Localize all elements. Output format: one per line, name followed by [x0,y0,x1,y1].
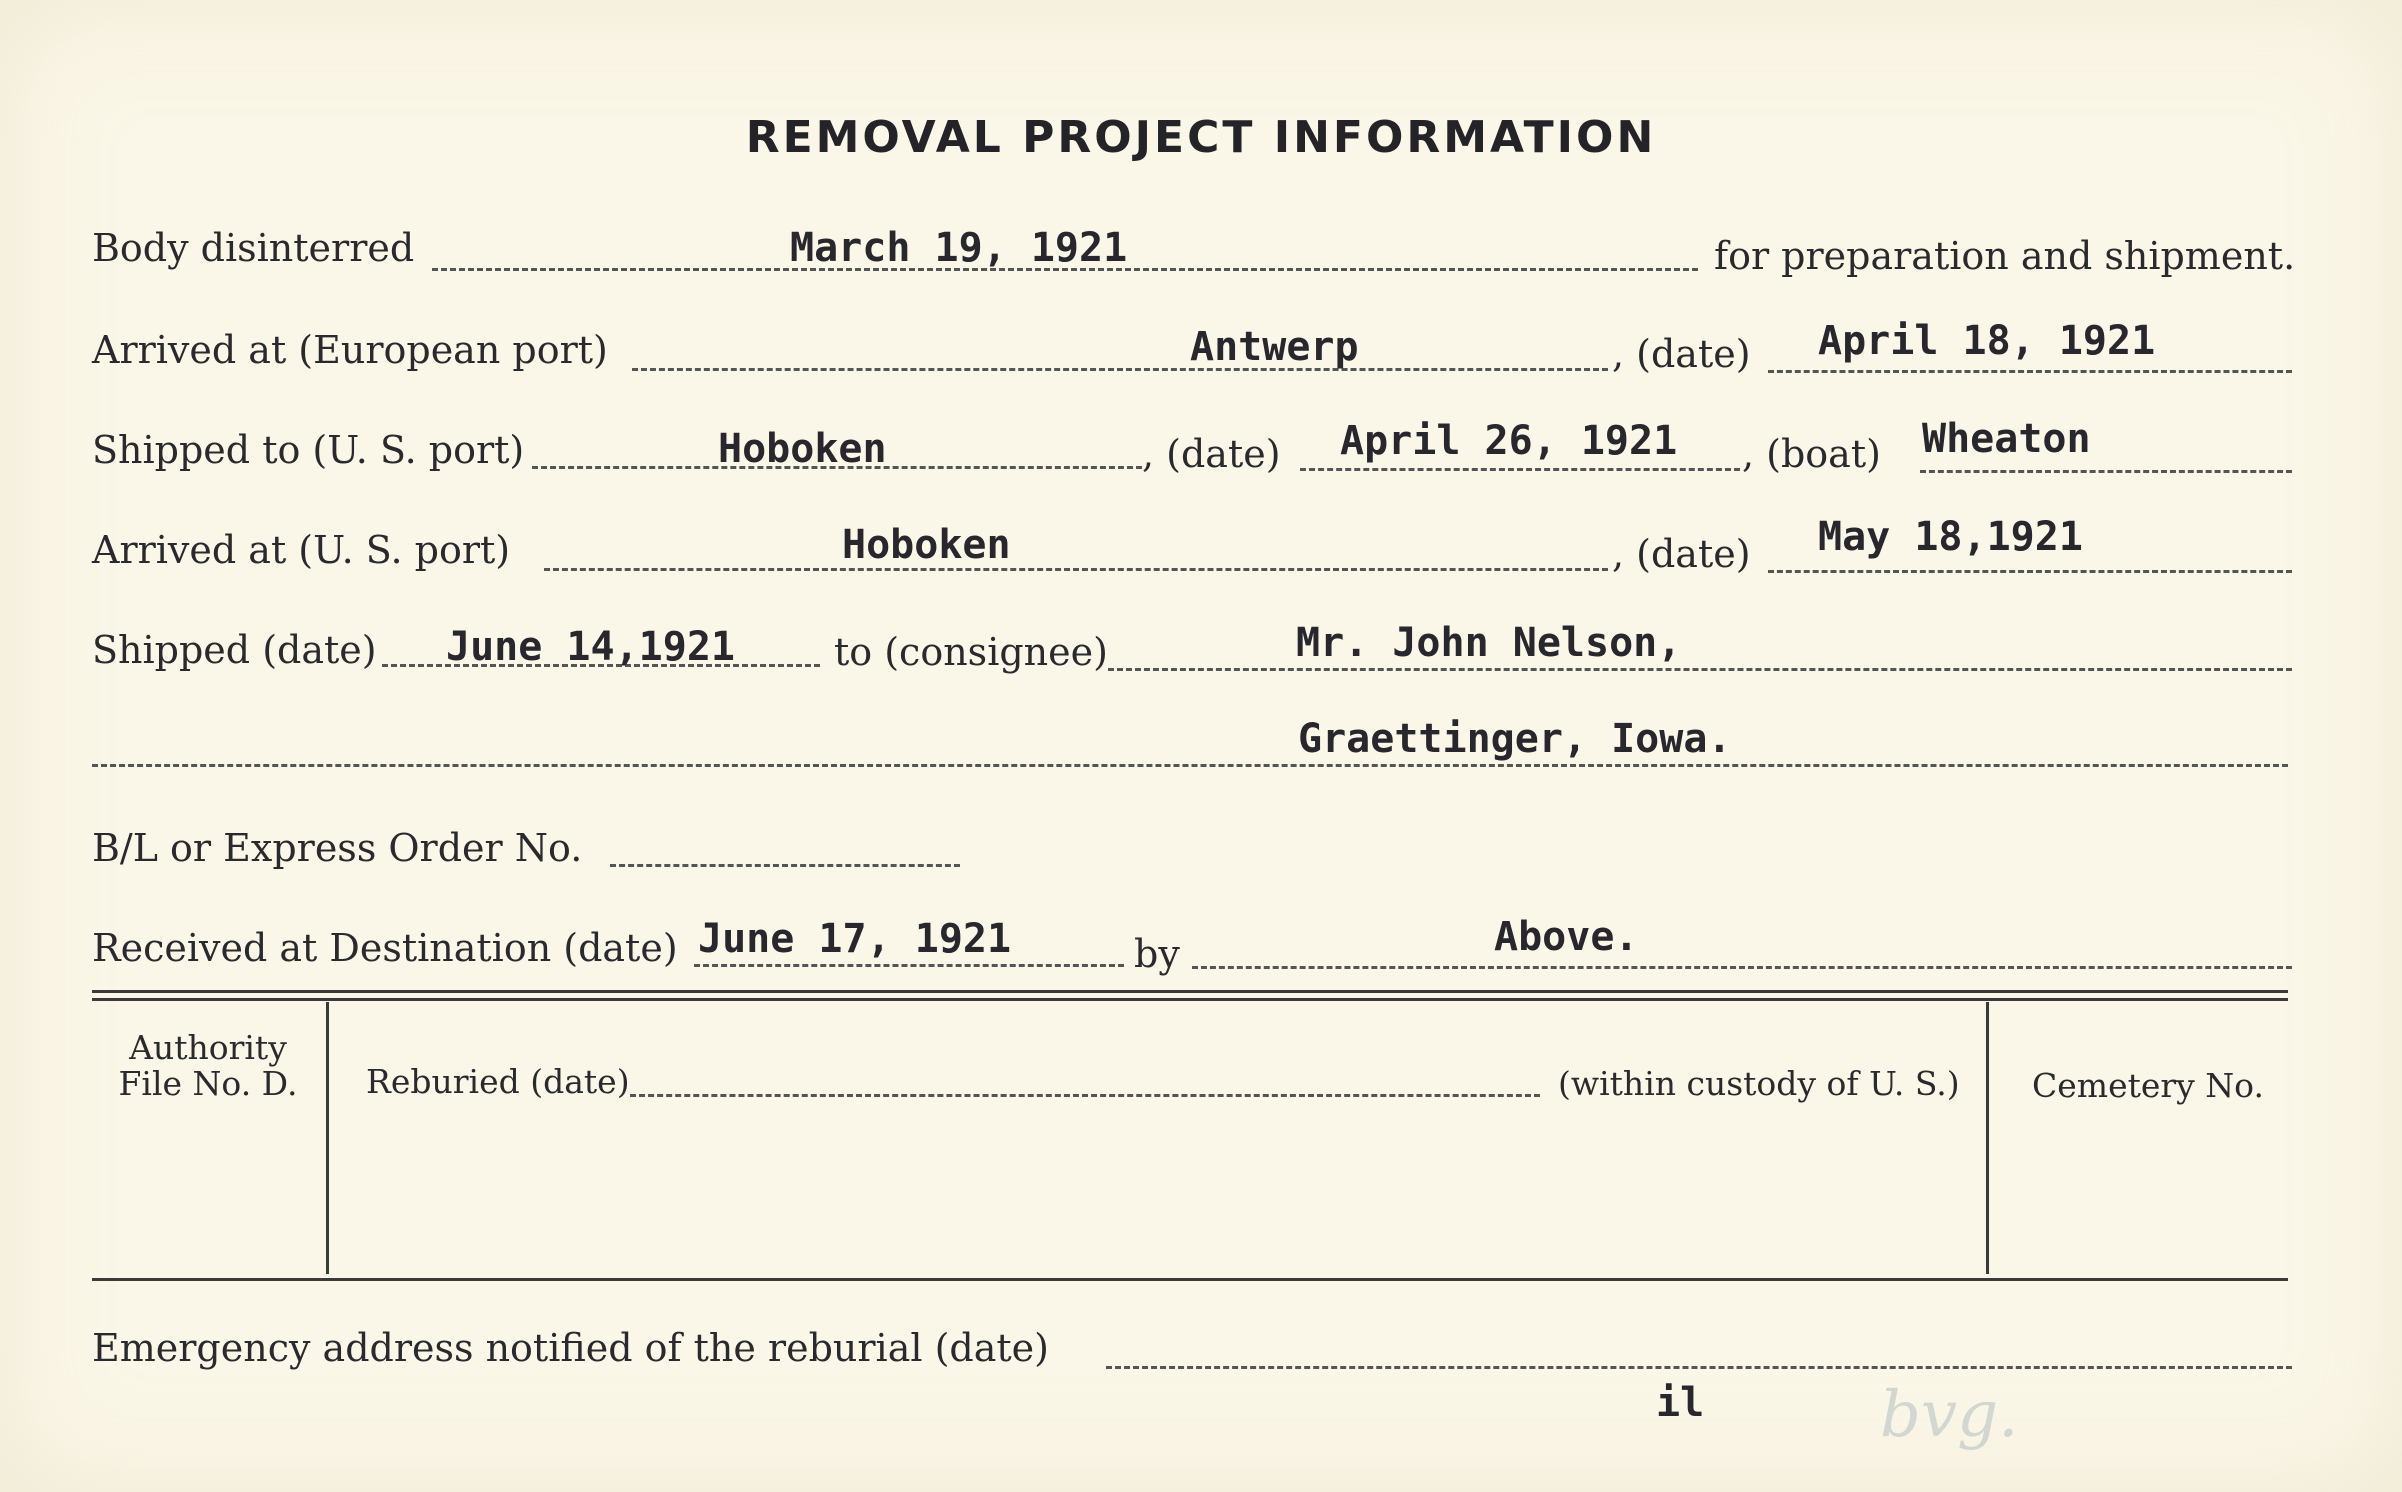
table-divider-right [1986,1002,1989,1274]
shipped-date-label: Shipped (date) [92,628,377,672]
reburied-line [630,1094,1540,1097]
arrived-us-label: Arrived at (U. S. port) [92,528,511,572]
shipped-us-port: Hoboken [718,426,887,472]
emergency-line [1106,1366,2292,1369]
consignee-address: Graettinger, Iowa. [1298,716,1732,762]
disinterred-date: March 19, 1921 [790,225,1128,271]
disinterred-suffix: for preparation and shipment. [1714,234,2296,278]
emergency-label: Emergency address notified of the reburial (date) [92,1326,1049,1370]
european-port-date: April 18, 1921 [1818,318,2156,364]
arrived-us-date: May 18,1921 [1818,514,2083,560]
european-port-value: Antwerp [1190,324,1359,370]
card-title: REMOVAL PROJECT INFORMATION [745,112,1657,163]
bl-order-label: B/L or Express Order No. [92,826,583,870]
typed-initials: il [1656,1380,1705,1426]
authority-line-2: File No. D. [118,1064,298,1103]
consignee-label: to (consignee) [834,630,1108,674]
shipped-us-date-line [1300,468,1740,471]
shipped-date: June 14,1921 [446,624,735,670]
reburied-label: Reburied (date) [366,1062,630,1101]
table-divider-left [326,1002,329,1274]
consignee-address-line [92,764,2288,767]
received-by-value: Above. [1494,914,1639,960]
cemetery-label: Cemetery No. [2032,1066,2264,1105]
consignee-name: Mr. John Nelson, [1296,620,1682,666]
european-port-line [632,368,1608,371]
shipped-us-date: April 26, 1921 [1340,418,1678,464]
table-top-rule-2 [92,998,2288,1001]
authority-line-1: Authority [129,1028,287,1067]
table-top-rule-1 [92,990,2288,993]
shipped-us-date-label: , (date) [1142,432,1281,476]
shipped-us-label: Shipped to (U. S. port) [92,428,525,472]
received-date: June 17, 1921 [698,916,1012,962]
received-label: Received at Destination (date) [92,926,678,970]
pencil-note: bvg. [1880,1378,2019,1452]
boat-label: , (boat) [1742,432,1881,476]
received-by-label: by [1134,932,1180,976]
arrived-us-port: Hoboken [842,522,1011,568]
european-port-date-label: , (date) [1612,332,1751,376]
received-by-line [1192,966,2292,969]
consignee-line [1108,668,2292,671]
european-port-label: Arrived at (European port) [92,328,608,372]
table-bottom-rule [92,1278,2288,1281]
european-port-date-line [1768,370,2292,373]
received-date-line [694,964,1124,967]
arrived-us-line [544,568,1608,571]
authority-file-label [100,1030,316,1102]
arrived-us-date-label: , (date) [1612,532,1751,576]
custody-label: (within custody of U. S.) [1558,1064,1960,1103]
arrived-us-date-line [1768,570,2292,573]
bl-order-line [610,864,960,867]
boat-line [1920,470,2292,473]
boat-value: Wheaton [1922,416,2091,462]
disinterred-label: Body disinterred [92,226,415,270]
